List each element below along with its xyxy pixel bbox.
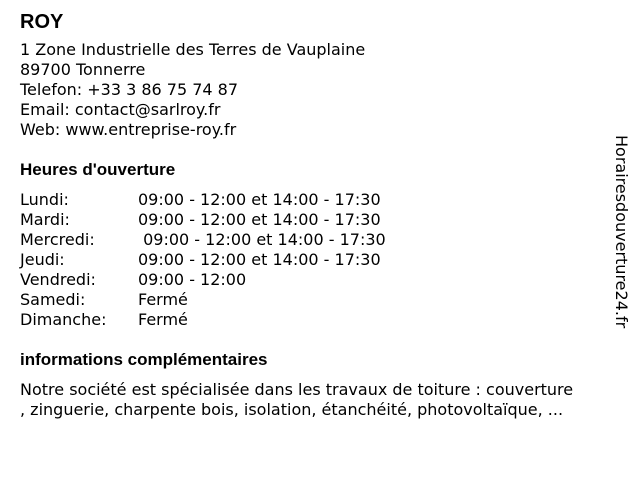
time-value: 09:00 - 12:00 et 14:00 - 17:30 — [138, 230, 386, 249]
hours-list — [20, 190, 610, 330]
day-label: Mercredi: — [20, 230, 95, 249]
day-label: Vendredi: — [20, 270, 96, 289]
hours-row-tuesday — [20, 210, 610, 230]
address-line-1: 1 Zone Industrielle des Terres de Vauplaine — [20, 40, 366, 59]
business-card — [20, 10, 610, 420]
info-title: informations complémentaires — [20, 350, 268, 369]
info-line-2: , zinguerie, charpente bois, isolation, étanchéité, photovoltaïque, ... — [20, 400, 564, 419]
day-label: Lundi: — [20, 190, 69, 209]
hours-row-monday — [20, 190, 610, 210]
day-label: Samedi: — [20, 290, 86, 309]
day-label: Jeudi: — [20, 250, 65, 269]
company-name: ROY — [20, 11, 64, 33]
hours-row-thursday — [20, 250, 610, 270]
web-line: Web: www.entreprise-roy.fr — [20, 120, 237, 139]
phone-line: Telefon: +33 3 86 75 74 87 — [20, 80, 239, 99]
time-value: 09:00 - 12:00 et 14:00 - 17:30 — [138, 190, 381, 209]
day-label: Dimanche: — [20, 310, 107, 329]
info-line-1: Notre société est spécialisée dans les travaux de toiture : couverture — [20, 380, 574, 399]
address-line-2: 89700 Tonnerre — [20, 60, 146, 79]
email-line: Email: contact@sarlroy.fr — [20, 100, 221, 119]
time-value: Fermé — [138, 290, 188, 309]
time-value: 09:00 - 12:00 — [138, 270, 247, 289]
info-description — [20, 380, 620, 420]
time-value: 09:00 - 12:00 et 14:00 - 17:30 — [138, 250, 381, 269]
hours-title: Heures d'ouverture — [20, 160, 176, 179]
site-watermark: Horairesdouverture24.fr — [612, 135, 631, 329]
day-label: Mardi: — [20, 210, 70, 229]
hours-row-friday — [20, 270, 610, 290]
hours-row-sunday — [20, 310, 610, 330]
hours-row-saturday — [20, 290, 610, 310]
time-value: 09:00 - 12:00 et 14:00 - 17:30 — [138, 210, 381, 229]
time-value: Fermé — [138, 310, 188, 329]
hours-row-wednesday — [20, 230, 610, 250]
